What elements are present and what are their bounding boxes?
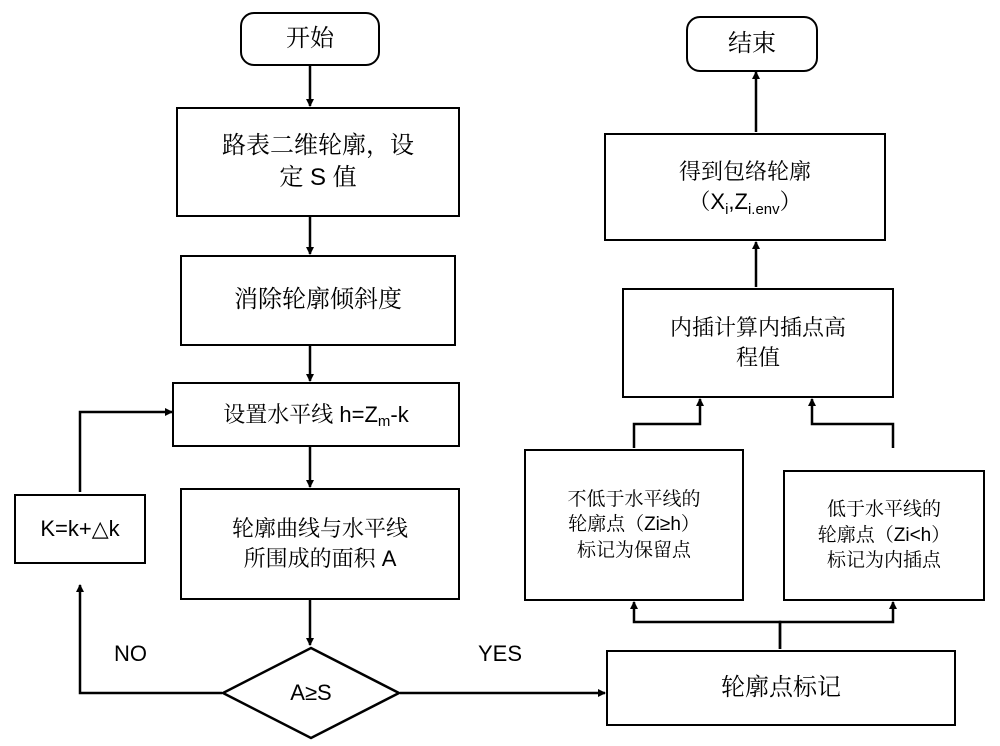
node-area-a-label: 轮廓曲线与水平线 所围成的面积 A bbox=[231, 516, 408, 571]
node-envelope[interactable] bbox=[604, 133, 886, 241]
node-remove-slope-label: 消除轮廓倾斜度 bbox=[234, 286, 402, 314]
node-area-a[interactable] bbox=[180, 488, 460, 600]
node-start-label: 开始 bbox=[286, 24, 334, 52]
node-profile-set-s-label: 路表二维轮廓，设 定 S 值 bbox=[222, 131, 414, 191]
node-k-update-label: K=k+△k bbox=[40, 516, 120, 542]
node-remove-slope[interactable] bbox=[180, 255, 456, 346]
node-k-update[interactable] bbox=[14, 494, 146, 564]
node-interp-calc-label: 内插计算内插点高 程值 bbox=[669, 315, 846, 370]
node-mark-points[interactable] bbox=[606, 650, 956, 726]
node-decision[interactable] bbox=[220, 645, 402, 741]
node-mark-points-label: 轮廓点标记 bbox=[721, 673, 841, 701]
edge-label-yes: YES bbox=[478, 641, 523, 666]
node-interp-points-label: 低于水平线的 轮廓点（Zi<h） 标记为内插点 bbox=[817, 499, 951, 572]
node-envelope-label: 得到包络轮廓 $(X_i,Z_{i.env})$ bbox=[678, 159, 811, 218]
node-keep-points[interactable] bbox=[524, 449, 744, 601]
node-interp-points[interactable] bbox=[783, 470, 985, 601]
edge-label-no: NO bbox=[114, 641, 147, 666]
node-profile-set-s[interactable] bbox=[176, 107, 460, 217]
node-keep-points-label: 不低于水平线的 轮廓点（Zi≥h） 标记为保留点 bbox=[567, 488, 701, 561]
node-interp-calc[interactable] bbox=[622, 288, 894, 398]
node-set-horizontal[interactable] bbox=[172, 382, 460, 447]
node-start[interactable] bbox=[240, 12, 380, 66]
node-end[interactable] bbox=[686, 16, 818, 72]
node-end-label: 结束 bbox=[728, 29, 776, 57]
node-set-horizontal-label: 设置水平线 $h=Z_m-k$ bbox=[223, 401, 409, 431]
node-decision-label: A≥S bbox=[290, 680, 332, 705]
